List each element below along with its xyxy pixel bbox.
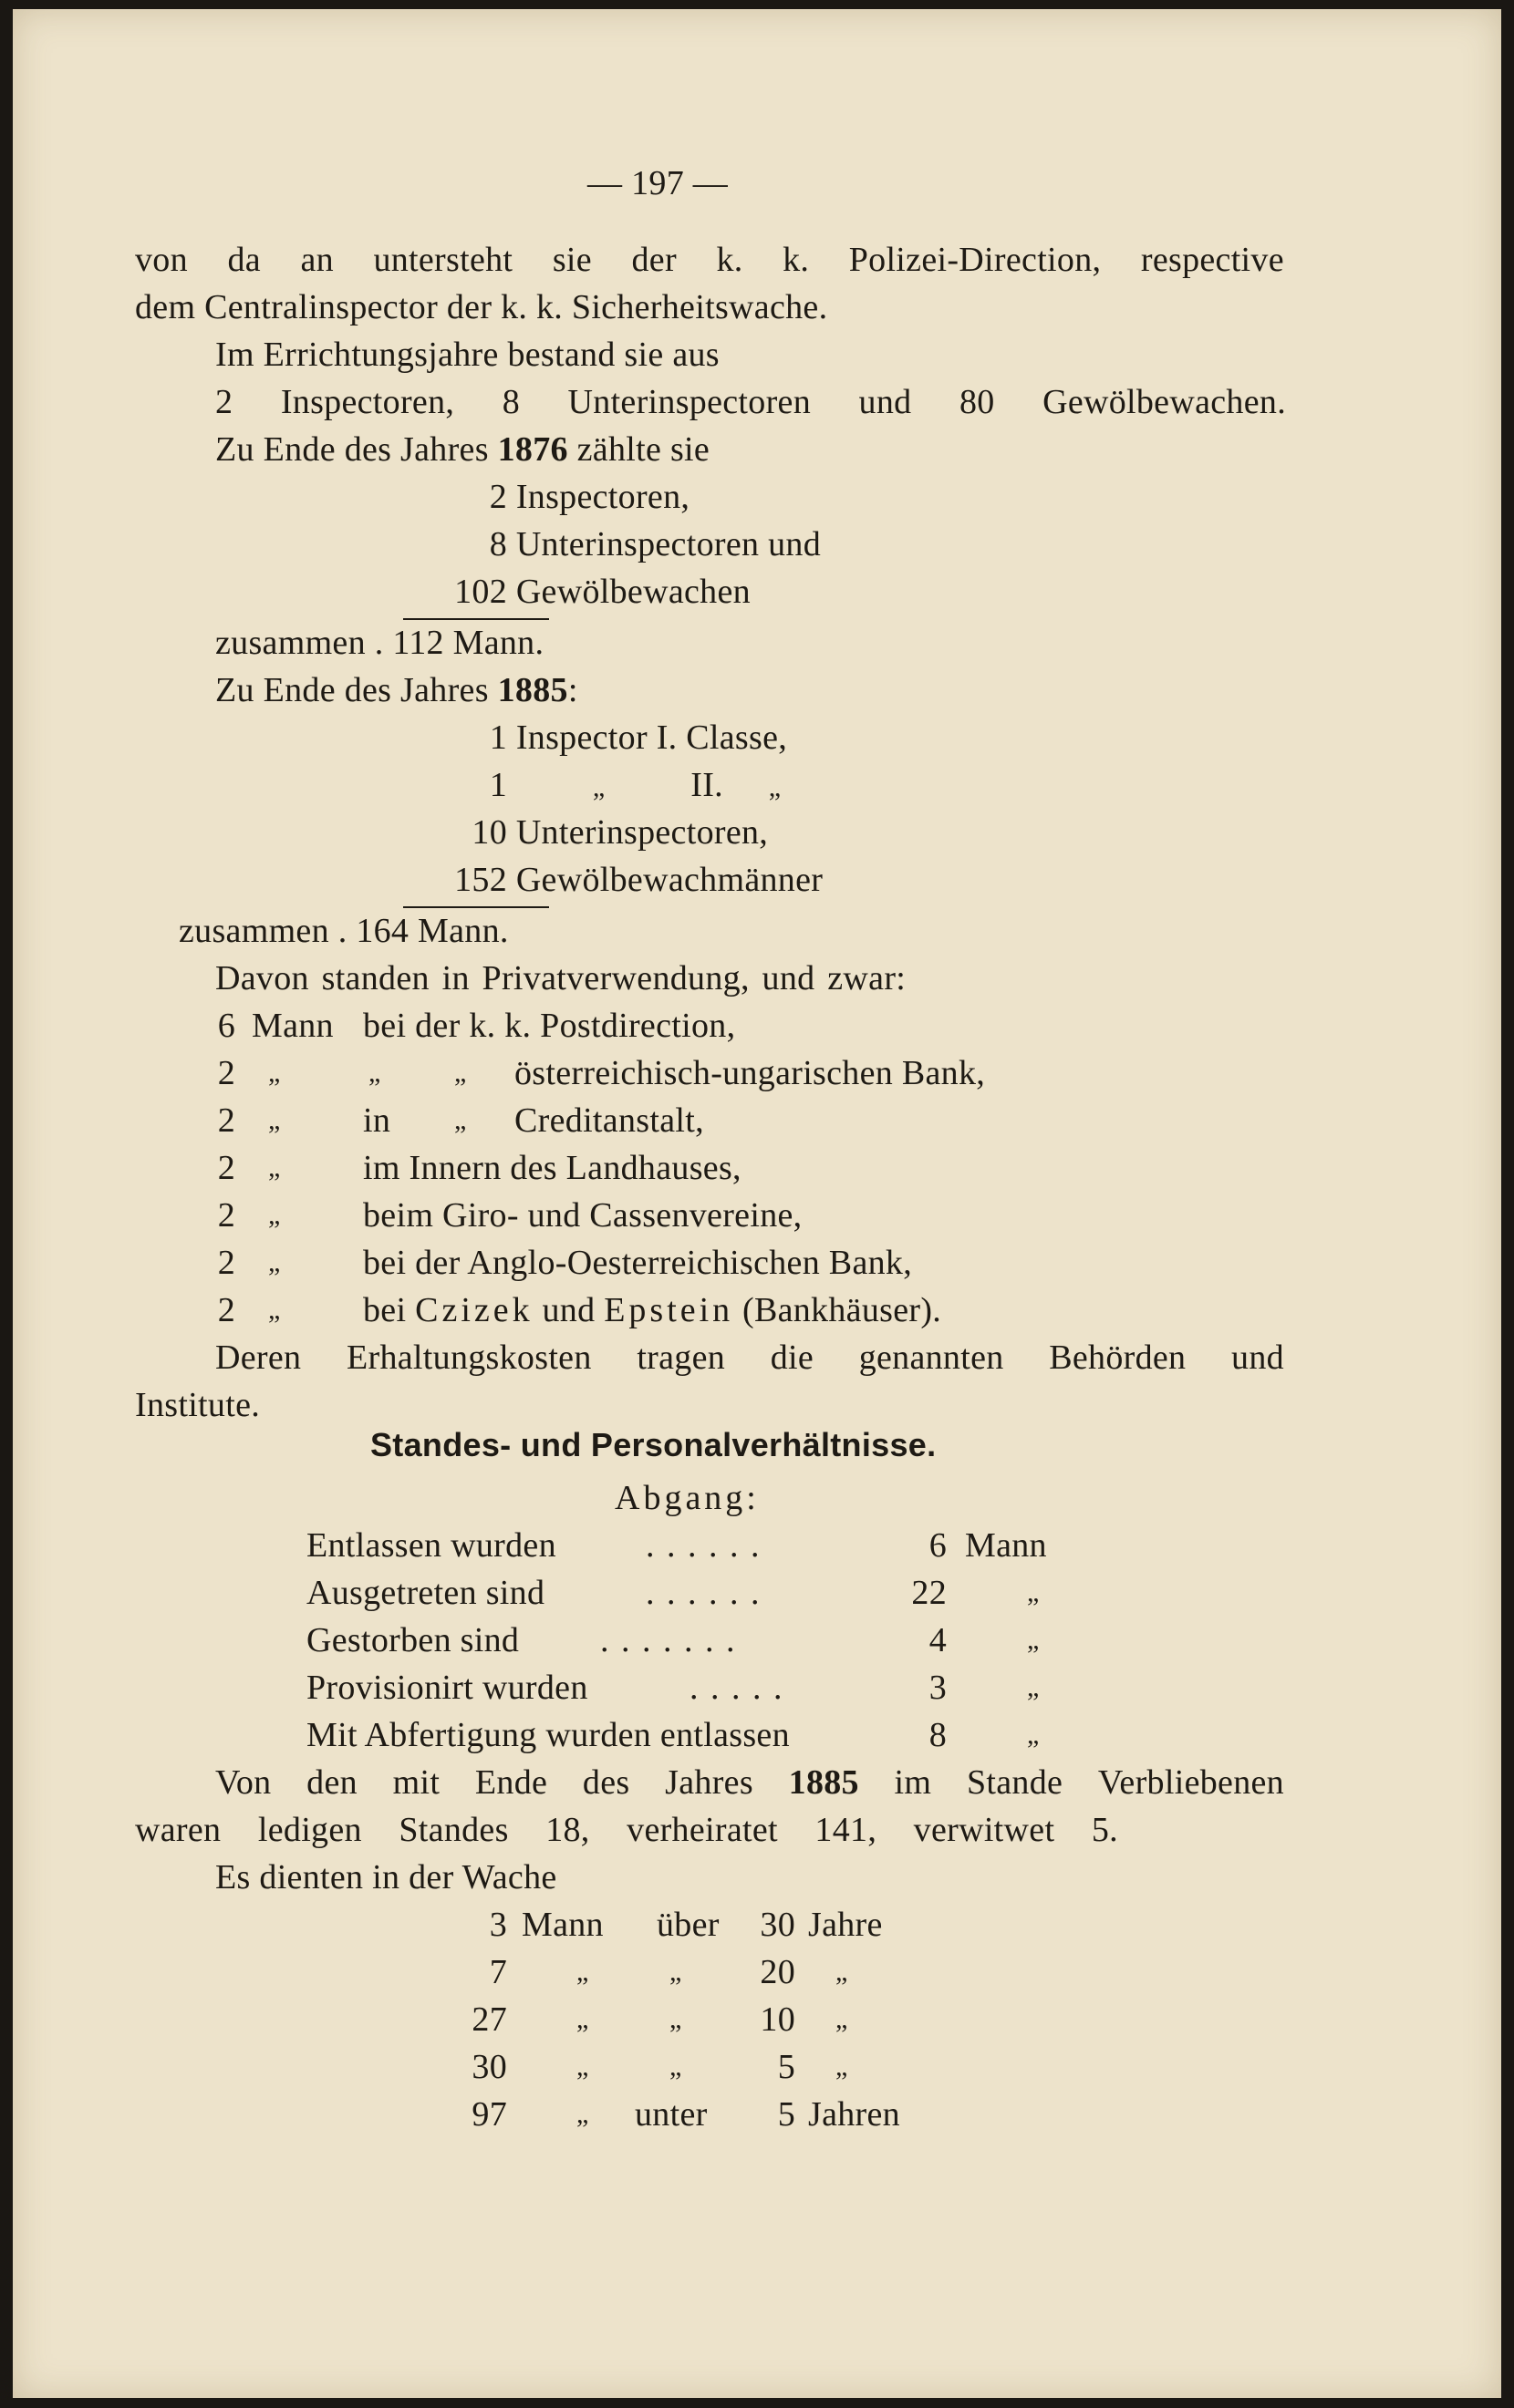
dienst-row-2: 7 „ „ 20 „	[489, 1953, 848, 1991]
y1885-row-3: 10 Unterinspectoren,	[472, 813, 769, 852]
dienst-row-1: 3 Mann über 30 Jahre	[489, 1906, 883, 1944]
para1-line2: dem Centralinspector der k. k. Sicherheitswache.	[135, 288, 828, 326]
abgang-row-2: Ausgetreten sind . . . . . . 22 „	[306, 1574, 1040, 1612]
y1876-row-3: 102 Gewölbewachen	[454, 573, 751, 611]
abgang-row-4: Provisionirt wurden . . . . . 3 „	[306, 1669, 1040, 1707]
abgang-title: Abgang:	[615, 1479, 760, 1517]
errichtung-intro: Im Errichtungsjahre bestand sie aus	[215, 336, 720, 374]
y1876-intro: Zu Ende des Jahres 1876 zählte sie	[215, 430, 710, 469]
y1876-sum-rule	[403, 618, 549, 620]
y1876-row-2: 8 Unterinspectoren und	[489, 525, 821, 563]
book-page	[13, 9, 1501, 2398]
privat-row-7: 2 „ bei Czizek und Epstein (Bankhäuser).	[217, 1291, 942, 1329]
dienst-row-3: 27 „ „ 10 „	[472, 2000, 848, 2039]
errichtung-line: 2 Inspectoren, 8 Unterinspectoren und 80 Gewölbewachen.	[215, 383, 1286, 421]
y1885-row-1: 1 Inspector I. Classe,	[489, 718, 788, 757]
privat-row-3: 2 „ in „ Creditanstalt,	[217, 1101, 704, 1140]
stand-line2: waren ledigen Standes 18, verheiratet 141, verwitwet 5.	[135, 1811, 1118, 1849]
y1876-total: zusammen . 112 Mann.	[215, 624, 544, 662]
dienst-row-4: 30 „ „ 5 „	[472, 2048, 848, 2086]
section-heading: Standes- und Personalverhältnisse.	[370, 1426, 937, 1463]
y1885-row-2: 1 „ II. „	[489, 766, 782, 804]
y1885-intro: Zu Ende des Jahres 1885:	[215, 671, 578, 709]
dienst-intro: Es dienten in der Wache	[215, 1858, 557, 1896]
stand-line1: Von den mit Ende des Jahres 1885 im Stande Verbliebenen	[215, 1763, 1284, 1802]
abgang-row-1: Entlassen wurden . . . . . . 6 Mann	[306, 1526, 1047, 1565]
privat-outro-line2: Institute.	[135, 1386, 261, 1424]
privat-outro-line1: Deren Erhaltungskosten tragen die genannten Behörden und	[215, 1338, 1284, 1377]
para1-line1: von da an untersteht sie der k. k. Polizei-Direction, respective	[135, 241, 1284, 279]
privat-row-6: 2 „ bei der Anglo-Oesterreichischen Bank,	[217, 1244, 913, 1282]
privat-intro: Davon standen in Privatverwendung, und zwar:	[215, 959, 907, 997]
page-number: — 197 —	[587, 164, 729, 202]
privat-row-4: 2 „ im Innern des Landhauses,	[217, 1149, 741, 1187]
y1885-total: zusammen . 164 Mann.	[179, 912, 509, 950]
privat-row-5: 2 „ beim Giro- und Cassenvereine,	[217, 1196, 803, 1235]
abgang-row-5: Mit Abfertigung wurden entlassen 8 „	[306, 1716, 1040, 1754]
privat-row-1: 6 Mann bei der k. k. Postdirection,	[217, 1007, 736, 1045]
y1885-row-4: 152 Gewölbewachmänner	[454, 861, 824, 899]
dienst-row-5: 97 „ unter 5 Jahren	[472, 2095, 900, 2134]
privat-row-2: 2 „ „ „ österreichisch-ungarischen Bank,	[217, 1054, 986, 1092]
y1876-row-1: 2 Inspectoren,	[489, 478, 690, 516]
abgang-row-3: Gestorben sind . . . . . . . 4 „	[306, 1621, 1040, 1659]
y1885-sum-rule	[403, 906, 549, 908]
